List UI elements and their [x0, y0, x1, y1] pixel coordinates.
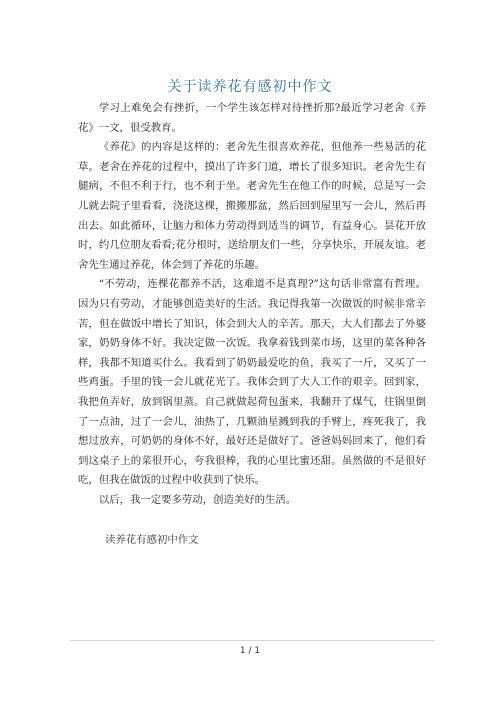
page-divider [70, 640, 435, 641]
document-body [78, 99, 426, 510]
document-title: 关于读养花有感初中作文 [167, 79, 333, 95]
paragraph-3: “不劳动，连棵花都养不活，这难道不是真理?”这句话非常富有哲理。因为只有劳动，才能够创造美好的生活。我记得我第一次做饭的时候非常辛苦，但在做饭中增长了知识，体会到大人的辛苦。那天，大人们都去了外婆家，奶奶身体不好。我决定做一次饭。我拿着钱到菜市场，这里的菜各种各样，我都不知道买什么。我看到了奶奶最爱吃的鱼，我买了一斤，又买了一些鸡蛋。手里的钱一会儿就花光了。我体会到了大人工作的艰辛。回到家，我把鱼弄好，放到锅里蒸。自己就做起荷包蛋来，我翻开了煤气，往锅里倒了一点油，过了一会儿，油热了，几颗油星溅到我的手臂上，疼死我了，我想过放弃，可奶奶的身体不好，最好还是做好了。爸爸妈妈回来了，他们看到这桌子上的菜很开心，夸我很棒，我的心里比蜜还甜。虽然做的不是很好吃，但我在做饭的过程中收获到了快乐。 [78, 278, 426, 487]
footer-title: 读养花有感初中作文 [105, 534, 199, 546]
paragraph-2: 《养花》的内容是这样的：老舍先生很喜欢养花，但他养一些易活的花草。老舍在养花的过程中，摸出了许多门道，增长了很多知识。老舍先生有腿病，不但不利于行，也不利于坐。老舍先生在他工作的时候，总是写一会儿就去院子里看看，浇浇这棵，搬搬那盆，然后回到屋里写一会儿，然后再出去。如此循环，让脑力和体力劳动得到适当的调节，有益身心。昙花开放时，约几位朋友看看;花分根时，送给朋友们一些，分享快乐，开展友谊。老舍先生通过养花，体会到了养花的乐趣。 [78, 141, 426, 271]
paragraph-4: 以后，我一定要多劳动，创造美好的生活。 [98, 493, 297, 506]
page-number: 1 / 1 [239, 646, 261, 656]
paragraph-1: 学习上难免会有挫折，一个学生该怎样对待挫折那?最近学习老舍《养花》一文，很受教育。 [78, 102, 426, 134]
